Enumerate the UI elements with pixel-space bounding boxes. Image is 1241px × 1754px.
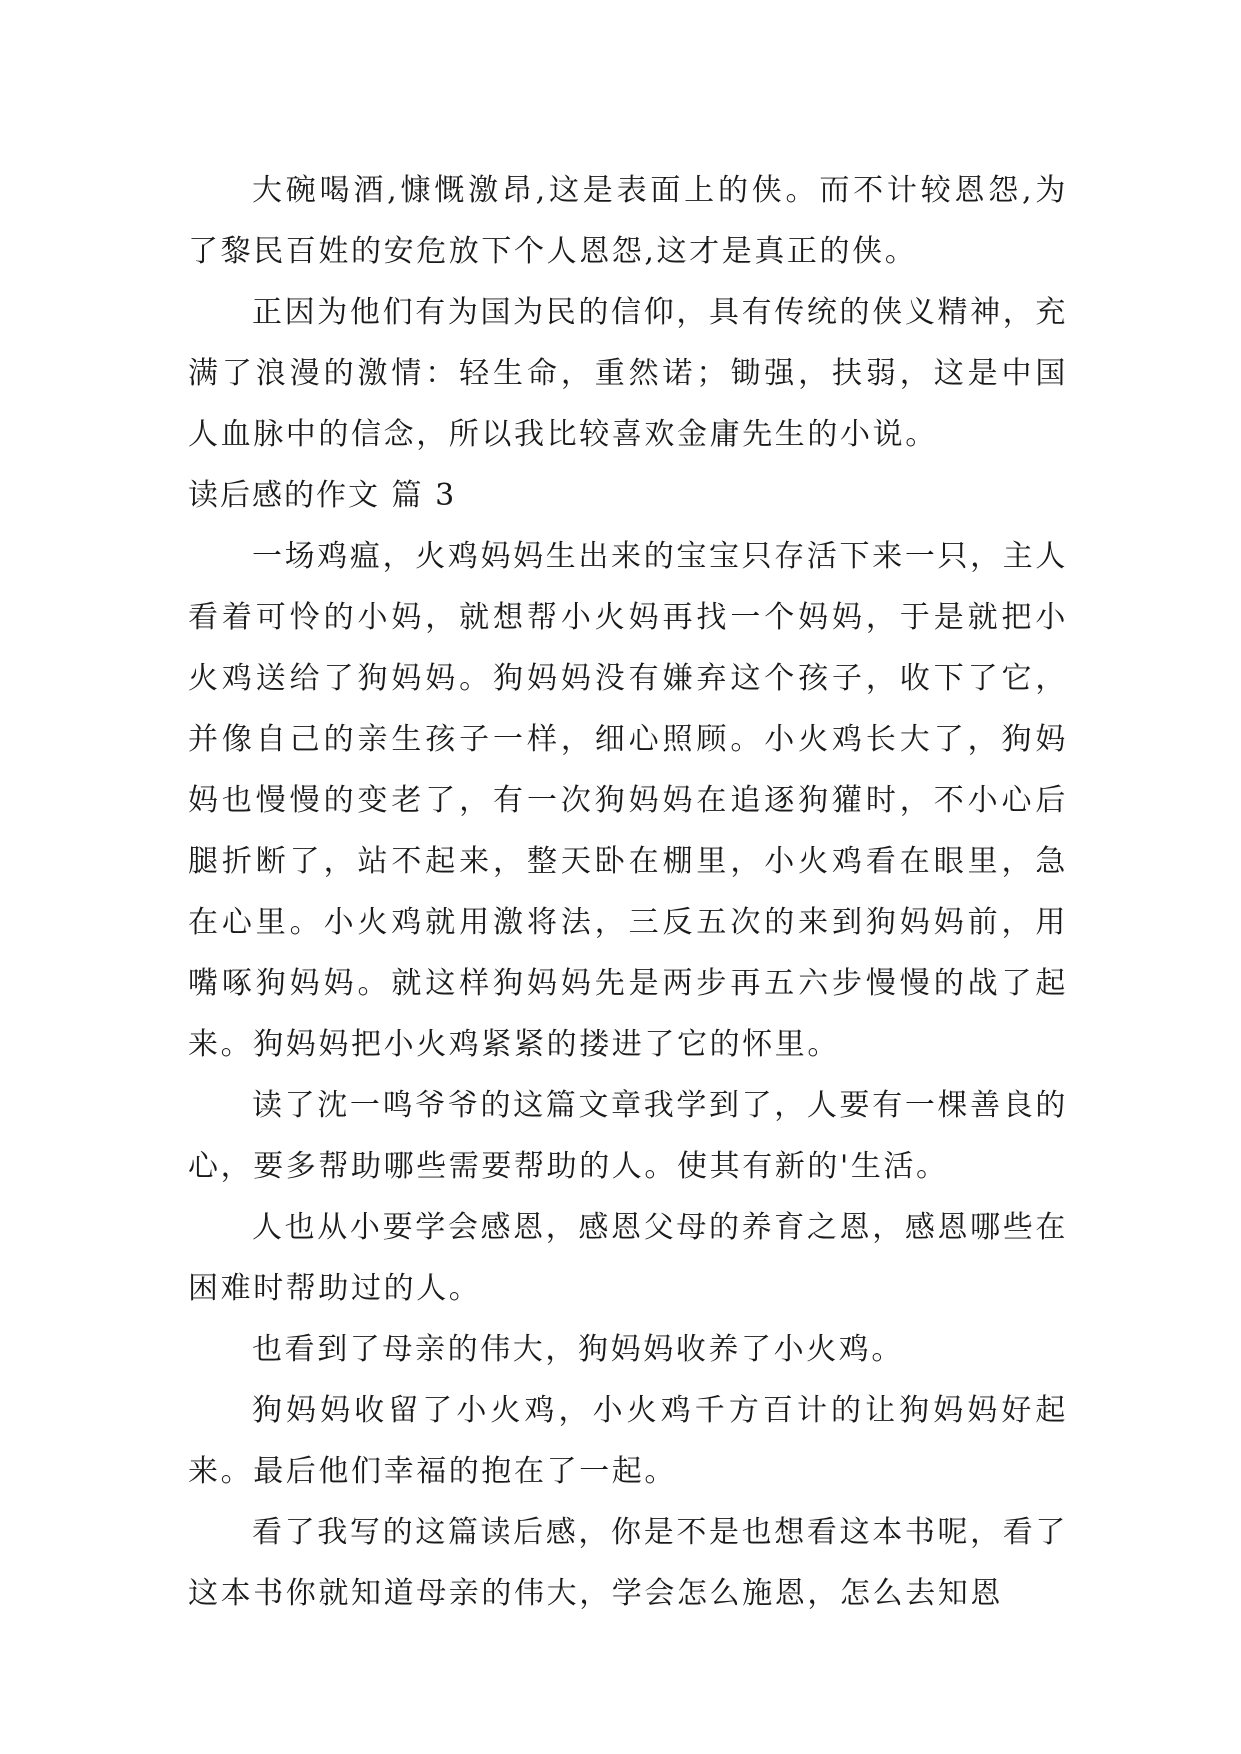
paragraph: 看了我写的这篇读后感，你是不是也想看这本书呢，看了这本书你就知道母亲的伟大，学会怎么施恩，怎么去知恩 [188, 1515, 1068, 1611]
document-page [188, 160, 1068, 1624]
paragraph: 也看到了母亲的伟大，狗妈妈收养了小火鸡。 [252, 1332, 904, 1367]
paragraph: 读了沈一鸣爷爷的这篇文章我学到了，人要有一棵善良的心，要多帮助哪些需要帮助的人。使其有新的'生活。 [188, 1088, 1068, 1184]
paragraph: 正因为他们有为国为民的信仰，具有传统的侠义精神，充满了浪漫的激情：轻生命，重然诺；锄强，扶弱，这是中国人血脉中的信念，所以我比较喜欢金庸先生的小说。 [188, 295, 1068, 452]
section-heading: 读后感的作文 篇 3 [188, 478, 457, 513]
paragraph: 狗妈妈收留了小火鸡，小火鸡千方百计的让狗妈妈好起来。最后他们幸福的抱在了一起。 [188, 1393, 1068, 1489]
paragraph: 大碗喝酒,慷慨激昂,这是表面上的侠。而不计较恩怨,为了黎民百姓的安危放下个人恩怨,这才是真正的侠。 [188, 173, 1068, 269]
paragraph: 一场鸡瘟，火鸡妈妈生出来的宝宝只存活下来一只，主人看着可怜的小妈，就想帮小火妈再找一个妈妈，于是就把小火鸡送给了狗妈妈。狗妈妈没有嫌弃这个孩子，收下了它，并像自己的亲生孩子一样，细心照顾。小火鸡长大了，狗妈妈也慢慢的变老了，有一次狗妈妈在追逐狗獾时，不小心后腿折断了，站不起来，整天卧在棚里，小火鸡看在眼里，急在心里。小火鸡就用激将法，三反五次的来到狗妈妈前，用嘴啄狗妈妈。就这样狗妈妈先是两步再五六步慢慢的战了起来。狗妈妈把小火鸡紧紧的搂进了它的怀里。 [188, 539, 1068, 1062]
paragraph: 人也从小要学会感恩，感恩父母的养育之恩，感恩哪些在困难时帮助过的人。 [188, 1210, 1068, 1306]
